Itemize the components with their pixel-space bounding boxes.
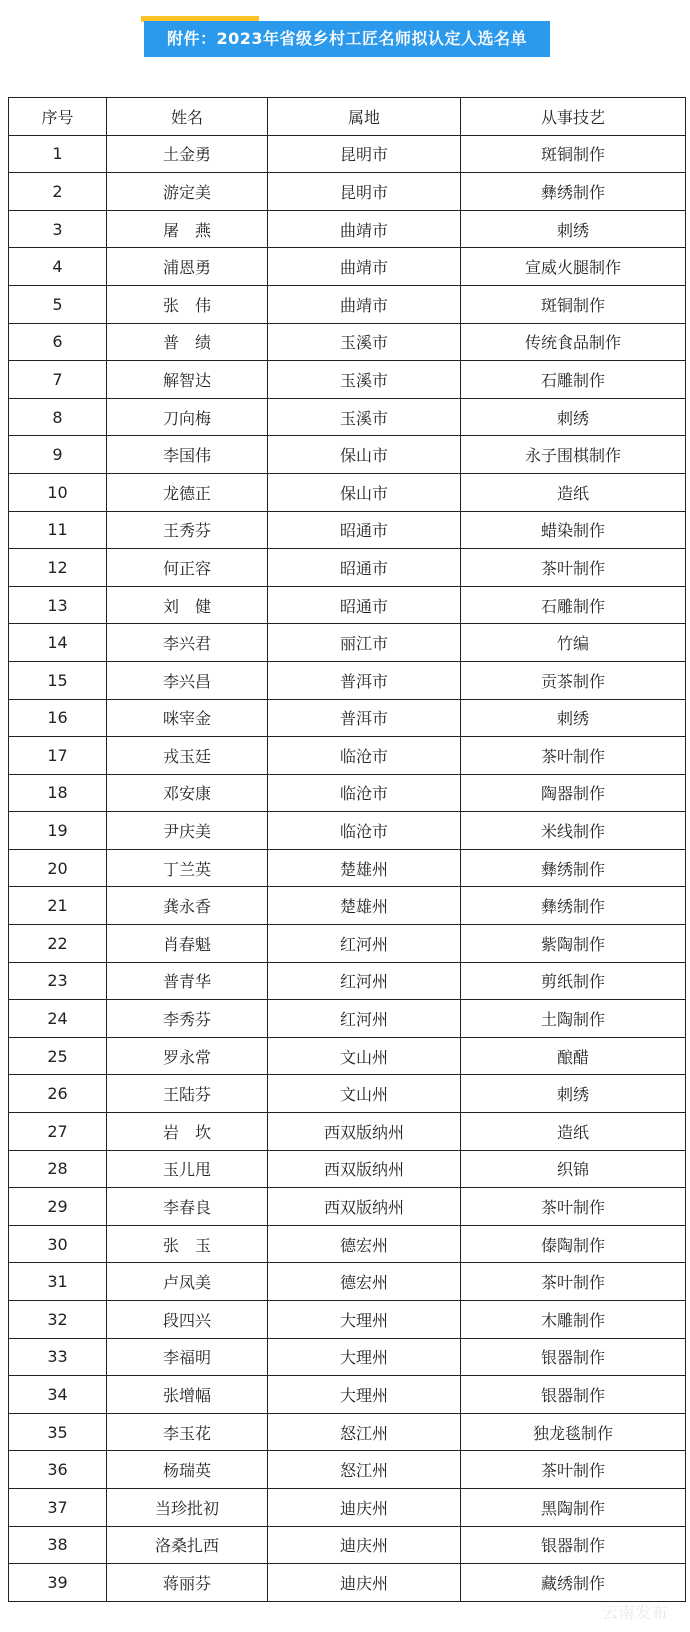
table-row: [9, 624, 686, 662]
cell-name: 李玉花: [107, 1413, 268, 1451]
cell-name: 卢凤美: [107, 1263, 268, 1301]
cell-serial-number: 11: [9, 511, 107, 549]
cell-location: 文山州: [268, 1075, 461, 1113]
table-row: [9, 285, 686, 323]
header-craft: 从事技艺: [461, 98, 686, 136]
cell-name: 岩 坎: [107, 1113, 268, 1151]
cell-craft: 陶器制作: [461, 774, 686, 812]
cell-location: 昭通市: [268, 511, 461, 549]
table-row: [9, 473, 686, 511]
cell-craft: 造纸: [461, 473, 686, 511]
cell-location: 昭通市: [268, 586, 461, 624]
table-row: [9, 549, 686, 587]
table-header: [9, 98, 686, 136]
cell-name: 普 绩: [107, 323, 268, 361]
cell-name: 张 玉: [107, 1225, 268, 1263]
cell-craft: 木雕制作: [461, 1301, 686, 1339]
table-row: [9, 1376, 686, 1414]
cell-serial-number: 2: [9, 173, 107, 211]
cell-name: 罗永常: [107, 1037, 268, 1075]
cell-location: 文山州: [268, 1037, 461, 1075]
table-row: [9, 1188, 686, 1226]
cell-location: 德宏州: [268, 1263, 461, 1301]
cell-craft: 织锦: [461, 1150, 686, 1188]
cell-craft: 土陶制作: [461, 1000, 686, 1038]
cell-craft: 刺绣: [461, 699, 686, 737]
table-row: [9, 1413, 686, 1451]
table-header-row: [9, 98, 686, 136]
cell-serial-number: 12: [9, 549, 107, 587]
cell-craft: 竹编: [461, 624, 686, 662]
cell-craft: 宣威火腿制作: [461, 248, 686, 286]
cell-serial-number: 38: [9, 1526, 107, 1564]
cell-location: 昭通市: [268, 549, 461, 587]
cell-location: 临沧市: [268, 812, 461, 850]
table-row: [9, 1113, 686, 1151]
table-row: [9, 1564, 686, 1602]
cell-name: 普青华: [107, 962, 268, 1000]
cell-serial-number: 26: [9, 1075, 107, 1113]
cell-name: 杨瑞英: [107, 1451, 268, 1489]
cell-craft: 黑陶制作: [461, 1488, 686, 1526]
cell-craft: 彝绣制作: [461, 173, 686, 211]
cell-name: 游定美: [107, 173, 268, 211]
cell-craft: 银器制作: [461, 1376, 686, 1414]
cell-location: 大理州: [268, 1376, 461, 1414]
cell-craft: 酿醋: [461, 1037, 686, 1075]
table-row: [9, 661, 686, 699]
cell-serial-number: 35: [9, 1413, 107, 1451]
table-row: [9, 323, 686, 361]
cell-serial-number: 29: [9, 1188, 107, 1226]
cell-craft: 紫陶制作: [461, 925, 686, 963]
cell-name: 李秀芬: [107, 1000, 268, 1038]
cell-serial-number: 4: [9, 248, 107, 286]
cell-name: 浦恩勇: [107, 248, 268, 286]
cell-location: 大理州: [268, 1338, 461, 1376]
cell-serial-number: 6: [9, 323, 107, 361]
cell-serial-number: 19: [9, 812, 107, 850]
cell-serial-number: 17: [9, 737, 107, 775]
table-row: [9, 887, 686, 925]
cell-location: 普洱市: [268, 661, 461, 699]
cell-craft: 彝绣制作: [461, 887, 686, 925]
cell-serial-number: 24: [9, 1000, 107, 1038]
table-row: [9, 737, 686, 775]
cell-serial-number: 23: [9, 962, 107, 1000]
cell-serial-number: 5: [9, 285, 107, 323]
cell-location: 玉溪市: [268, 361, 461, 399]
cell-serial-number: 37: [9, 1488, 107, 1526]
table-row: [9, 1150, 686, 1188]
cell-name: 李兴昌: [107, 661, 268, 699]
cell-craft: 刺绣: [461, 210, 686, 248]
cell-name: 玉儿甩: [107, 1150, 268, 1188]
cell-craft: 银器制作: [461, 1526, 686, 1564]
table-row: [9, 361, 686, 399]
cell-craft: 银器制作: [461, 1338, 686, 1376]
table-row: [9, 812, 686, 850]
cell-craft: 斑铜制作: [461, 135, 686, 173]
watermark-text: 云南发布: [601, 1603, 668, 1622]
cell-name: 何正容: [107, 549, 268, 587]
cell-location: 保山市: [268, 436, 461, 474]
table-row: [9, 774, 686, 812]
table-row: [9, 1225, 686, 1263]
cell-craft: 茶叶制作: [461, 1263, 686, 1301]
cell-craft: 石雕制作: [461, 586, 686, 624]
header-serial-number: 序号: [9, 98, 107, 136]
cell-serial-number: 21: [9, 887, 107, 925]
table-row: [9, 1075, 686, 1113]
cell-serial-number: 25: [9, 1037, 107, 1075]
cell-name: 戎玉廷: [107, 737, 268, 775]
cell-serial-number: 20: [9, 849, 107, 887]
cell-location: 玉溪市: [268, 398, 461, 436]
cell-location: 楚雄州: [268, 887, 461, 925]
table-row: [9, 1000, 686, 1038]
cell-serial-number: 30: [9, 1225, 107, 1263]
cell-name: 李兴君: [107, 624, 268, 662]
cell-serial-number: 31: [9, 1263, 107, 1301]
cell-name: 丁兰英: [107, 849, 268, 887]
cell-serial-number: 7: [9, 361, 107, 399]
table-row: [9, 511, 686, 549]
table-row: [9, 1526, 686, 1564]
table-row: [9, 173, 686, 211]
cell-serial-number: 16: [9, 699, 107, 737]
cell-name: 屠 燕: [107, 210, 268, 248]
cell-craft: 米线制作: [461, 812, 686, 850]
cell-location: 保山市: [268, 473, 461, 511]
cell-location: 大理州: [268, 1301, 461, 1339]
cell-serial-number: 14: [9, 624, 107, 662]
cell-name: 张 伟: [107, 285, 268, 323]
cell-craft: 茶叶制作: [461, 549, 686, 587]
cell-location: 曲靖市: [268, 248, 461, 286]
cell-location: 西双版纳州: [268, 1150, 461, 1188]
cell-name: 龚永香: [107, 887, 268, 925]
cell-location: 昆明市: [268, 135, 461, 173]
cell-serial-number: 1: [9, 135, 107, 173]
table-body: [9, 135, 686, 1601]
cell-name: 解智达: [107, 361, 268, 399]
cell-location: 曲靖市: [268, 210, 461, 248]
cell-craft: 彝绣制作: [461, 849, 686, 887]
cell-name: 当珍批初: [107, 1488, 268, 1526]
cell-serial-number: 18: [9, 774, 107, 812]
cell-serial-number: 22: [9, 925, 107, 963]
cell-serial-number: 39: [9, 1564, 107, 1602]
table-row: [9, 1301, 686, 1339]
header-name: 姓名: [107, 98, 268, 136]
cell-name: 刀向梅: [107, 398, 268, 436]
table-row: [9, 1488, 686, 1526]
cell-location: 西双版纳州: [268, 1113, 461, 1151]
table-row: [9, 1037, 686, 1075]
cell-name: 龙德正: [107, 473, 268, 511]
cell-name: 王秀芬: [107, 511, 268, 549]
table-row: [9, 925, 686, 963]
table-row: [9, 1451, 686, 1489]
cell-location: 红河州: [268, 1000, 461, 1038]
cell-serial-number: 36: [9, 1451, 107, 1489]
cell-craft: 刺绣: [461, 1075, 686, 1113]
cell-location: 临沧市: [268, 737, 461, 775]
cell-craft: 茶叶制作: [461, 1188, 686, 1226]
cell-location: 红河州: [268, 925, 461, 963]
cell-name: 邓安康: [107, 774, 268, 812]
cell-name: 李国伟: [107, 436, 268, 474]
cell-name: 咪宰金: [107, 699, 268, 737]
cell-craft: 造纸: [461, 1113, 686, 1151]
table-row: [9, 248, 686, 286]
cell-location: 临沧市: [268, 774, 461, 812]
cell-serial-number: 3: [9, 210, 107, 248]
cell-serial-number: 27: [9, 1113, 107, 1151]
cell-serial-number: 9: [9, 436, 107, 474]
cell-serial-number: 13: [9, 586, 107, 624]
cell-craft: 独龙毯制作: [461, 1413, 686, 1451]
cell-location: 怒江州: [268, 1413, 461, 1451]
table-row: [9, 398, 686, 436]
table-row: [9, 1263, 686, 1301]
table-row: [9, 210, 686, 248]
cell-craft: 剪纸制作: [461, 962, 686, 1000]
cell-craft: 蜡染制作: [461, 511, 686, 549]
cell-location: 玉溪市: [268, 323, 461, 361]
cell-serial-number: 33: [9, 1338, 107, 1376]
cell-serial-number: 8: [9, 398, 107, 436]
cell-name: 段四兴: [107, 1301, 268, 1339]
table-row: [9, 586, 686, 624]
cell-name: 尹庆美: [107, 812, 268, 850]
roster-table: [8, 97, 686, 1602]
cell-name: 刘 健: [107, 586, 268, 624]
cell-name: 蒋丽芬: [107, 1564, 268, 1602]
cell-serial-number: 28: [9, 1150, 107, 1188]
cell-name: 土金勇: [107, 135, 268, 173]
table-row: [9, 1338, 686, 1376]
table-row: [9, 962, 686, 1000]
header-location: 属地: [268, 98, 461, 136]
cell-craft: 刺绣: [461, 398, 686, 436]
cell-location: 曲靖市: [268, 285, 461, 323]
cell-craft: 永子围棋制作: [461, 436, 686, 474]
table-row: [9, 849, 686, 887]
cell-name: 肖春魁: [107, 925, 268, 963]
cell-craft: 斑铜制作: [461, 285, 686, 323]
cell-craft: 贡茶制作: [461, 661, 686, 699]
cell-location: 怒江州: [268, 1451, 461, 1489]
cell-craft: 石雕制作: [461, 361, 686, 399]
cell-location: 西双版纳州: [268, 1188, 461, 1226]
cell-location: 红河州: [268, 962, 461, 1000]
table-row: [9, 135, 686, 173]
table-row: [9, 699, 686, 737]
cell-location: 普洱市: [268, 699, 461, 737]
cell-serial-number: 34: [9, 1376, 107, 1414]
cell-location: 迪庆州: [268, 1488, 461, 1526]
cell-serial-number: 32: [9, 1301, 107, 1339]
table-row: [9, 436, 686, 474]
page-title: 附件：2023年省级乡村工匠名师拟认定人选名单: [144, 21, 550, 57]
cell-location: 迪庆州: [268, 1526, 461, 1564]
cell-name: 李福明: [107, 1338, 268, 1376]
cell-location: 德宏州: [268, 1225, 461, 1263]
cell-name: 李春良: [107, 1188, 268, 1226]
cell-craft: 藏绣制作: [461, 1564, 686, 1602]
cell-location: 丽江市: [268, 624, 461, 662]
cell-craft: 茶叶制作: [461, 1451, 686, 1489]
cell-craft: 茶叶制作: [461, 737, 686, 775]
cell-name: 张增幅: [107, 1376, 268, 1414]
cell-location: 昆明市: [268, 173, 461, 211]
cell-craft: 傣陶制作: [461, 1225, 686, 1263]
cell-name: 王陆芬: [107, 1075, 268, 1113]
cell-craft: 传统食品制作: [461, 323, 686, 361]
cell-serial-number: 10: [9, 473, 107, 511]
cell-location: 迪庆州: [268, 1564, 461, 1602]
cell-name: 洛桑扎西: [107, 1526, 268, 1564]
cell-serial-number: 15: [9, 661, 107, 699]
cell-location: 楚雄州: [268, 849, 461, 887]
